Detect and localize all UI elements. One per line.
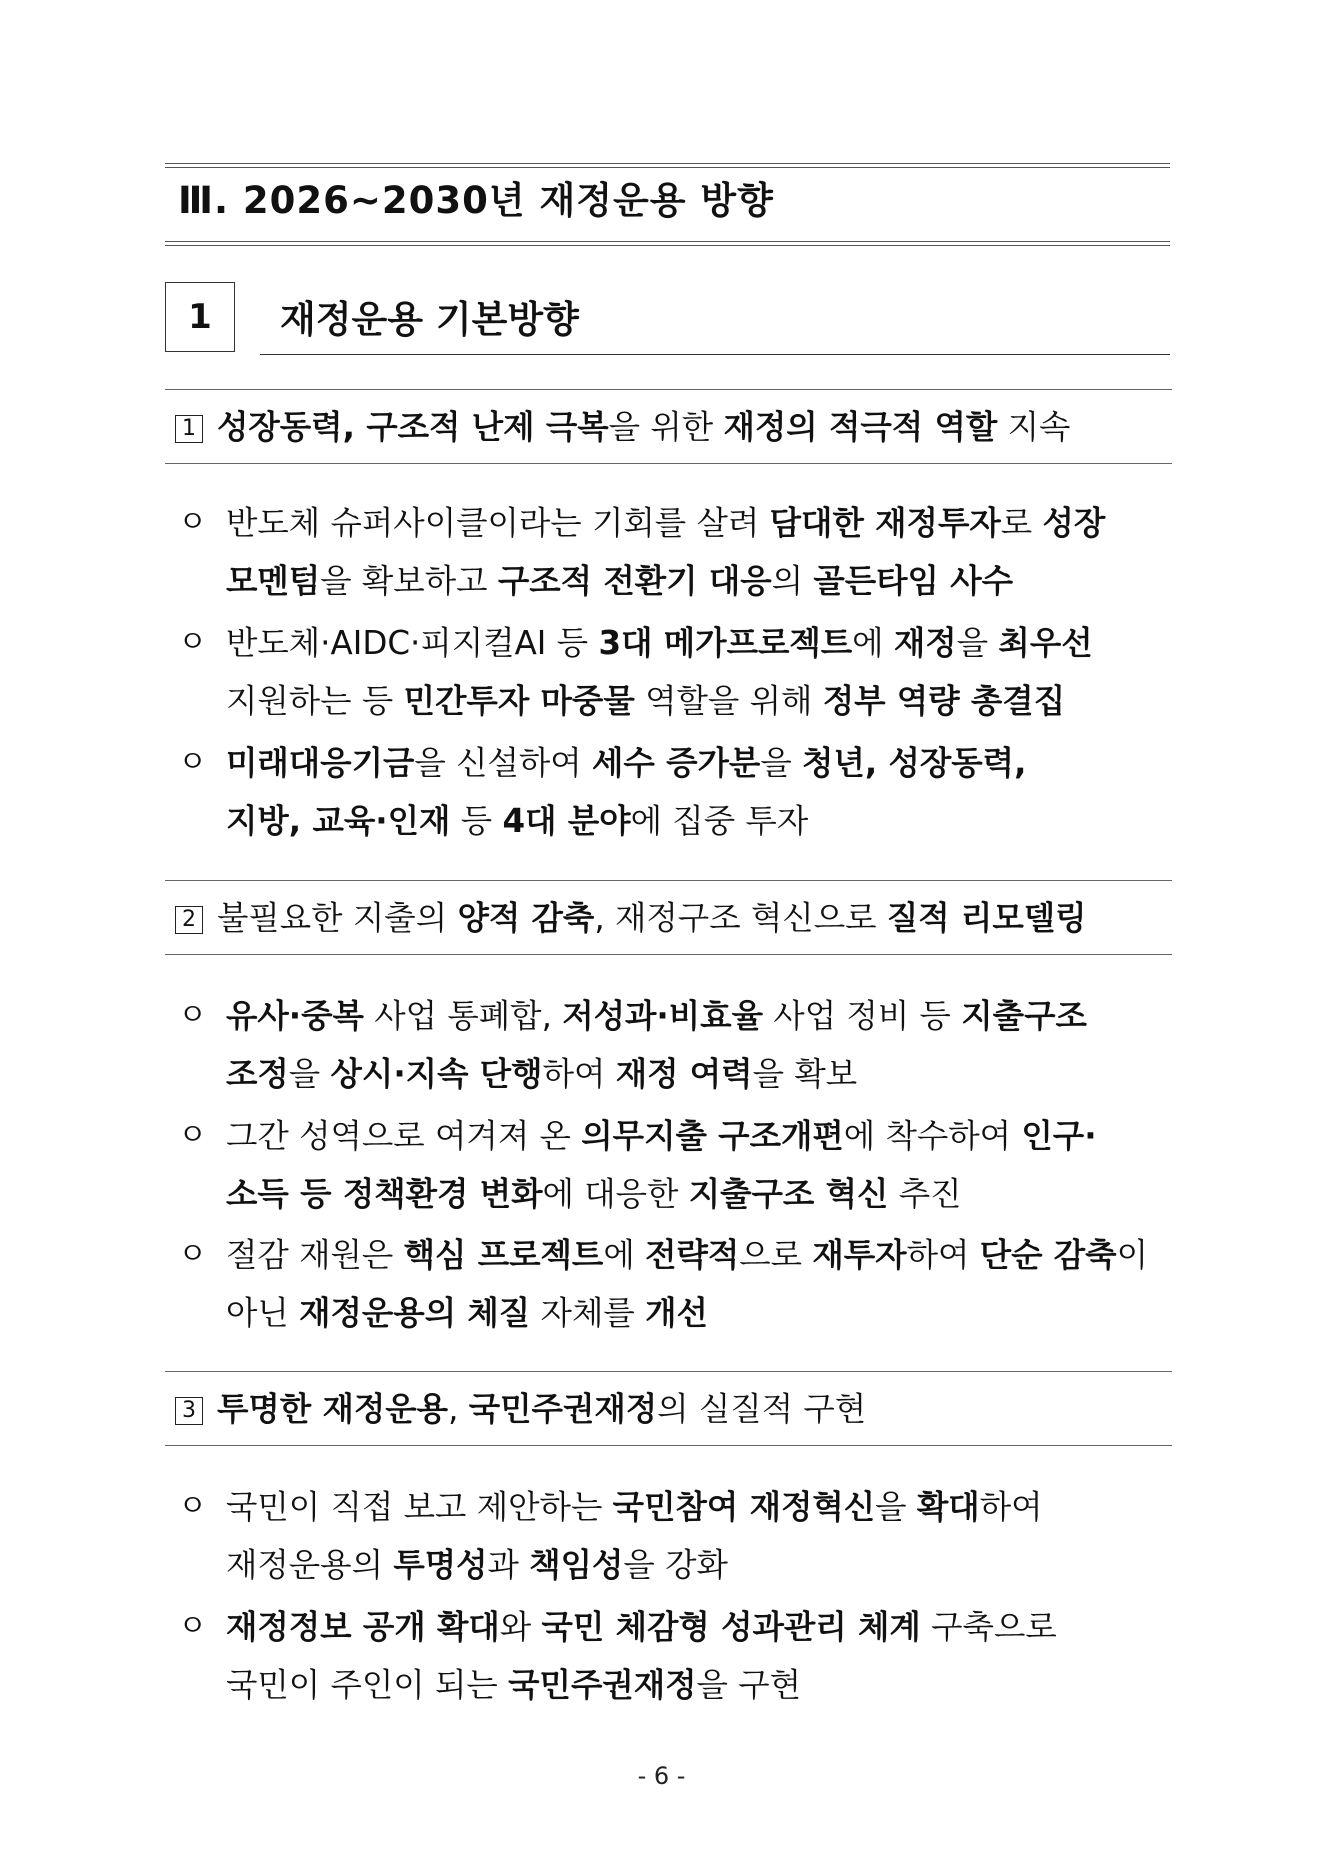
bullet-line: [226, 1226, 1178, 1284]
bullet-text: [226, 1226, 1178, 1342]
subsection-3-rule-top: [165, 1371, 1172, 1372]
bullet-line: [226, 1107, 1178, 1165]
page-number: - 6 -: [637, 1762, 686, 1790]
bullet-2-2: [178, 1107, 1178, 1223]
text-segment: 하여: [979, 1488, 1043, 1526]
bullet-line: [226, 1656, 1178, 1714]
bullet-text: [226, 1598, 1178, 1714]
bullet-line: [226, 1045, 1178, 1103]
text-bold-segment: 유사·중복: [226, 997, 364, 1035]
subsection-3-number: 3: [175, 1397, 203, 1425]
text-bold-segment: 소득 등 정책환경 변화: [226, 1175, 543, 1213]
text-segment: 사업 통폐합,: [363, 997, 563, 1035]
text-bold-segment: 국민주권재정: [508, 1666, 697, 1704]
text-bold-segment: 단순 감축: [979, 1236, 1117, 1274]
bullet-line: [226, 1598, 1178, 1656]
text-bold-segment: 책임성: [529, 1546, 624, 1584]
bullet-line: [226, 1165, 1178, 1223]
text-bold-segment: 투명성: [393, 1546, 488, 1584]
chapter-rule-bottom-2: [165, 245, 1170, 246]
heading-text-segment: , 재정구조 혁신으로: [594, 899, 887, 937]
text-segment: 역할을 위해: [634, 682, 823, 720]
text-segment: 그간 성역으로 여겨져 온: [226, 1117, 582, 1155]
text-segment: 반도체 슈퍼사이클이라는 기회를 살려: [226, 504, 770, 542]
chapter-rule-bottom-1: [165, 241, 1170, 242]
bullet-text: [226, 1478, 1178, 1594]
text-bold-segment: 담대한 재정투자: [769, 504, 1001, 542]
section-title: 재정운용 기본방향: [280, 298, 579, 341]
text-bold-segment: 재투자: [812, 1236, 907, 1274]
text-segment: 을 확보하고: [320, 562, 498, 600]
heading-text-segment: 지속: [997, 408, 1071, 446]
text-segment: 지원하는 등: [226, 682, 404, 720]
bullet-line: [226, 1284, 1178, 1342]
bullet-line: [226, 987, 1178, 1045]
bullet-3-2: [178, 1598, 1178, 1714]
text-bold-segment: 재정정보 공개 확대: [226, 1608, 500, 1646]
heading-text-bold-segment: 성장동력, 구조적 난제 극복: [217, 408, 609, 446]
text-bold-segment: 국민참여 재정혁신: [612, 1488, 876, 1526]
text-bold-segment: 전략적: [645, 1236, 740, 1274]
text-segment: 을 신설하여: [414, 744, 593, 782]
text-bold-segment: 의무지출 구조개편: [581, 1117, 844, 1155]
text-segment: 로: [1000, 504, 1043, 542]
subsection-3-text: [217, 1390, 866, 1428]
heading-text-bold-segment: 국민주권재정: [468, 1390, 658, 1428]
bullet-1-2: [178, 614, 1178, 730]
text-segment: 을 강화: [623, 1546, 728, 1584]
text-segment: 을: [760, 744, 803, 782]
chapter-title: Ⅲ. 2026~2030년 재정운용 방향: [178, 179, 774, 222]
text-segment: 구축으로: [920, 1608, 1057, 1646]
bullet-text: [226, 987, 1178, 1103]
bullet-line: [226, 614, 1178, 672]
text-segment: 이: [1116, 1236, 1148, 1274]
bullet-2-3: [178, 1226, 1178, 1342]
text-bold-segment: 정부 역량 총결집: [822, 682, 1066, 720]
heading-text-bold-segment: 질적 리모델링: [886, 899, 1087, 937]
text-segment: 사업 정비 등: [762, 997, 962, 1035]
text-bold-segment: 핵심 프로젝트: [403, 1236, 604, 1274]
text-segment: 국민이 주인이 되는: [226, 1666, 509, 1704]
text-bold-segment: 구조적 전환기 대응: [497, 562, 772, 600]
bullet-3-1: [178, 1478, 1178, 1594]
subsection-1-rule-bottom: [165, 463, 1172, 464]
text-bold-segment: 지출구조 혁신: [688, 1175, 889, 1213]
text-bold-segment: 모멘텀: [226, 562, 321, 600]
bullet-line: [226, 552, 1178, 610]
section-underline: [260, 354, 1170, 355]
text-bold-segment: 확대: [916, 1488, 980, 1526]
bullet-1-1: [178, 494, 1178, 610]
subsection-2-number: 2: [175, 906, 203, 934]
chapter-rule-top-2: [165, 167, 1170, 168]
text-segment: 을: [956, 624, 999, 662]
text-segment: 추진: [888, 1175, 962, 1213]
bullet-line: [226, 494, 1178, 552]
subsection-2-rule-bottom: [165, 954, 1172, 955]
subsection-1-heading: [175, 405, 1070, 449]
heading-text-bold-segment: 투명한 재정운용: [217, 1390, 449, 1428]
text-segment: 에 착수하여: [843, 1117, 1022, 1155]
heading-text-segment: 불필요한 지출의: [217, 899, 458, 937]
text-bold-segment: 골든타임 사수: [813, 562, 1014, 600]
subsection-2-rule-top: [165, 880, 1172, 881]
text-segment: 을 확보: [752, 1055, 858, 1093]
text-bold-segment: 지방, 교육·인재: [226, 802, 451, 840]
subsection-2-text: [217, 899, 1087, 937]
bullet-marker: ㅇ: [178, 625, 207, 660]
text-segment: 으로: [739, 1236, 813, 1274]
text-segment: 와: [499, 1608, 542, 1646]
text-segment: 하여: [906, 1236, 980, 1274]
heading-text-segment: 을 위한: [608, 408, 724, 446]
bullet-text: [226, 734, 1178, 850]
text-bold-segment: 재정 여력: [615, 1055, 753, 1093]
text-bold-segment: 4대 분야: [502, 802, 631, 840]
text-bold-segment: 조정: [226, 1055, 289, 1093]
text-segment: 하여: [542, 1055, 616, 1093]
heading-text-segment: 의 실질적 구현: [657, 1390, 867, 1428]
text-bold-segment: 세수 증가분: [592, 744, 761, 782]
text-segment: 을: [288, 1055, 331, 1093]
text-bold-segment: 재정운용의 체질: [299, 1294, 531, 1332]
text-segment: 을 구현: [696, 1666, 802, 1704]
text-segment: 에 대응한: [542, 1175, 689, 1213]
subsection-1-rule-top: [165, 389, 1172, 390]
text-bold-segment: 지출구조: [961, 997, 1087, 1035]
text-segment: 을: [875, 1488, 917, 1526]
heading-text-segment: ,: [448, 1390, 469, 1428]
text-segment: 에: [852, 624, 894, 662]
text-bold-segment: 3대 메가프로젝트: [598, 624, 853, 662]
bullet-2-1: [178, 987, 1178, 1103]
text-segment: 절감 재원은: [226, 1236, 404, 1274]
chapter-rule-top-1: [165, 163, 1170, 164]
text-bold-segment: 민간투자 마중물: [403, 682, 635, 720]
text-segment: 아닌: [226, 1294, 300, 1332]
bullet-line: [226, 672, 1178, 730]
text-segment: 의: [771, 562, 814, 600]
text-bold-segment: 재정: [893, 624, 957, 662]
bullet-line: [226, 792, 1178, 850]
text-segment: 등: [450, 802, 503, 840]
subsection-2-heading: [175, 896, 1087, 940]
subsection-3-rule-bottom: [165, 1445, 1172, 1446]
text-segment: 자체를: [530, 1294, 646, 1332]
bullet-text: [226, 614, 1178, 730]
text-bold-segment: 상시·지속 단행: [330, 1055, 543, 1093]
text-bold-segment: 국민 체감형 성과관리 체계: [541, 1608, 921, 1646]
bullet-line: [226, 734, 1178, 792]
text-bold-segment: 성장: [1042, 504, 1106, 542]
text-bold-segment: 최우선: [998, 624, 1093, 662]
bullet-1-3: [178, 734, 1178, 850]
bullet-line: [226, 1478, 1178, 1536]
text-bold-segment: 미래대응기금: [226, 744, 415, 782]
section-number-box: 1: [165, 282, 235, 352]
subsection-1-text: [217, 408, 1070, 446]
text-segment: 재정운용의: [226, 1546, 394, 1584]
bullet-marker: ㅇ: [178, 1609, 207, 1644]
text-bold-segment: 개선: [645, 1294, 708, 1332]
text-segment: 에: [603, 1236, 646, 1274]
text-segment: 에 집중 투자: [630, 802, 809, 840]
subsection-1-number: 1: [175, 415, 203, 443]
text-bold-segment: 저성과·비효율: [562, 997, 763, 1035]
bullet-marker: ㅇ: [178, 998, 207, 1033]
text-bold-segment: 청년, 성장동력,: [802, 744, 1027, 782]
bullet-marker: ㅇ: [178, 1237, 207, 1272]
text-segment: 반도체·AIDC·피지컬AI 등: [226, 624, 599, 662]
bullet-line: [226, 1536, 1178, 1594]
bullet-marker: ㅇ: [178, 1489, 207, 1524]
bullet-text: [226, 1107, 1178, 1223]
heading-text-bold-segment: 양적 감축: [457, 899, 595, 937]
heading-text-bold-segment: 재정의 적극적 역할: [723, 408, 998, 446]
text-segment: 과: [487, 1546, 530, 1584]
subsection-3-heading: [175, 1387, 866, 1431]
bullet-text: [226, 494, 1178, 610]
text-bold-segment: 인구·: [1021, 1117, 1097, 1155]
text-segment: 국민이 직접 보고 제안하는: [226, 1488, 613, 1526]
bullet-marker: ㅇ: [178, 1118, 207, 1153]
bullet-marker: ㅇ: [178, 745, 207, 780]
bullet-marker: ㅇ: [178, 505, 207, 540]
